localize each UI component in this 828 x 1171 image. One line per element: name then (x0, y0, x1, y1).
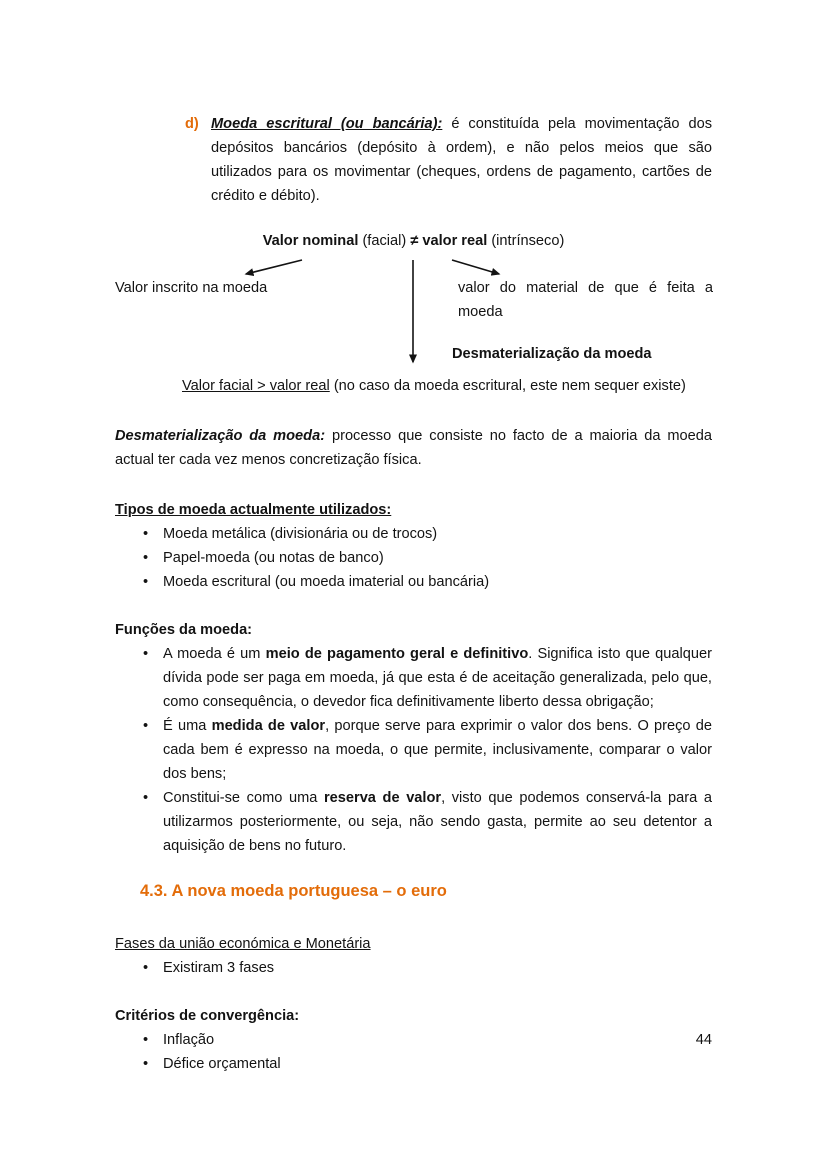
criterios-list (143, 1028, 712, 1076)
item-post: . Significa isto que qualquer dívida pode ser paga em moeda, já que esta é de aceitação generalizada, pelo que, como consequência, o devedor fica definitivamente liberto dessa obrigação; (163, 646, 712, 710)
bullet-icon: • (143, 1032, 149, 1048)
item-pre: Constitui-se como uma (163, 790, 324, 806)
heading-tipos-de-moeda: Tipos de moeda actualmente utilizados: (115, 502, 392, 518)
bullet-icon: • (143, 574, 149, 590)
section-heading-4-3: 4.3. A nova moeda portuguesa – o euro (140, 882, 447, 900)
conclusion-underlined: Valor facial > valor real (182, 378, 330, 394)
list-item-text (163, 786, 712, 858)
list-item-d-description: é constituída pela movimentação dos depósitos bancários (depósito à ordem), e não pelos meios que são utilizados para os movimentar (cheques, ordens de pagamento, cartões de crédito e débito). (211, 116, 712, 204)
item-post: , porque serve para exprimir o valor dos bens. O preço de cada bem é expresso na moeda, o que permite, inclusivamente, comparar o valor dos bens; (163, 718, 712, 782)
list-item (143, 570, 712, 594)
heading-fases: Fases da união económica e Monetária (115, 936, 371, 952)
list-item-text: Moeda escritural (ou moeda imaterial ou bancária) (163, 574, 490, 590)
list-item-text: Papel-moeda (ou notas de banco) (163, 550, 384, 566)
desmaterializacao-lead: Desmaterialização da moeda: (115, 428, 326, 444)
diagram-center-label: Desmaterialização da moeda (452, 346, 652, 362)
bullet-icon: • (143, 646, 149, 662)
list-item (143, 546, 712, 570)
bullet-icon: • (143, 718, 149, 734)
item-pre: A moeda é um (163, 646, 266, 662)
list-item (143, 1052, 712, 1076)
diagram-right-label: valor do material de que é feita a moeda (458, 280, 713, 320)
bullet-icon: • (143, 790, 149, 806)
list-item-text: Défice orçamental (163, 1056, 281, 1072)
bullet-icon: • (143, 526, 149, 542)
tipos-list (143, 522, 712, 594)
formula-intrinseco: (intrínseco) (487, 233, 565, 249)
list-item-d-title: Moeda escritural (ou bancária): (211, 116, 443, 132)
list-item (143, 956, 712, 980)
funcoes-list (143, 642, 712, 858)
bullet-icon: • (143, 1056, 149, 1072)
item-bold: medida de valor (211, 718, 326, 734)
heading-funcoes-da-moeda: Funções da moeda: (115, 622, 253, 638)
list-item (143, 786, 712, 858)
diagram-conclusion (182, 374, 712, 398)
list-item-text (163, 714, 712, 786)
list-item (143, 642, 712, 714)
formula-valor-real: ≠ valor real (410, 233, 488, 249)
desmaterializacao-rest: processo que consiste no facto de a maioria da moeda actual ter cada vez menos concretização física. (115, 428, 712, 468)
bullet-icon: • (143, 960, 149, 976)
list-item (143, 522, 712, 546)
arrow-left-icon (246, 260, 302, 274)
list-item (143, 714, 712, 786)
list-item-d-label: d) (185, 116, 199, 132)
bullet-icon: • (143, 550, 149, 566)
desmaterializacao-paragraph (115, 424, 712, 472)
list-item-d-text (211, 112, 712, 208)
list-item-text: Moeda metálica (divisionária ou de trocos) (163, 526, 438, 542)
conclusion-rest: (no caso da moeda escritural, este nem sequer existe) (329, 378, 686, 394)
item-pre: É uma (163, 718, 212, 734)
list-item-text: Inflação (163, 1032, 215, 1048)
list-item-d (185, 112, 712, 208)
item-bold: meio de pagamento geral e definitivo (265, 646, 529, 662)
heading-criterios: Critérios de convergência: (115, 1008, 300, 1024)
list-item-text: Existiram 3 fases (163, 960, 275, 976)
item-post: , visto que podemos conservá-la para a utilizarmos posteriormente, ou seja, não sendo gasta, permite ao seu detentor a aquisição de bens no futuro. (163, 790, 712, 854)
fases-list (143, 956, 712, 980)
item-bold: reserva de valor (323, 790, 442, 806)
formula-facial: (facial) (358, 233, 411, 249)
diagram-left-label: Valor inscrito na moeda (115, 280, 268, 296)
arrow-right-icon (452, 260, 499, 274)
page-number: 44 (695, 1032, 712, 1048)
list-item-text (163, 642, 712, 714)
formula-line (115, 230, 712, 252)
list-item (143, 1028, 712, 1052)
value-diagram (115, 256, 712, 372)
formula-valor-nominal: Valor nominal (262, 233, 359, 249)
